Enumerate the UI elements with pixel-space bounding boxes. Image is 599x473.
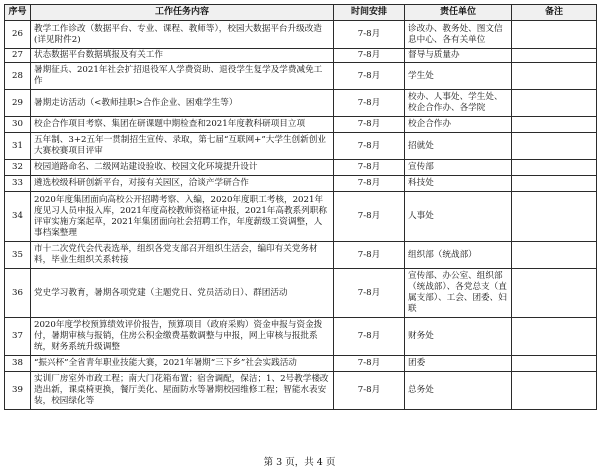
page-number: 第 3 页，共 4 页 — [263, 457, 336, 468]
table-row — [5, 242, 597, 269]
time-schedule: 7-8月 — [334, 133, 405, 160]
table-row — [5, 176, 597, 192]
time-schedule: 7-8月 — [334, 176, 405, 192]
responsible-unit: 团委 — [405, 356, 512, 372]
row-number: 33 — [5, 176, 31, 192]
row-number: 30 — [5, 117, 31, 133]
task-content: 状态数据平台数据填报及有关工作 — [31, 49, 334, 63]
task-content: 教学工作诊改（数据平台、专业、课程、教师等），校园大数据平台升级改造(详见附件2) — [31, 21, 334, 49]
time-schedule: 7-8月 — [334, 356, 405, 372]
header-unit: 责任单位 — [405, 5, 512, 21]
table-row — [5, 133, 597, 160]
time-schedule: 7-8月 — [334, 21, 405, 49]
responsible-unit: 组织部（统战部） — [405, 242, 512, 269]
responsible-unit: 校办、人事处、学生处、校企合作办、各学院 — [405, 90, 512, 117]
table-row — [5, 318, 597, 356]
table-row — [5, 63, 597, 90]
responsible-unit: 诊改办、教务处、图文信息中心、各有关单位 — [405, 21, 512, 49]
row-number: 32 — [5, 160, 31, 176]
remark — [512, 160, 597, 176]
task-content: 校园道路命名、二级网站建设验收、校园文化环境提升设计 — [31, 160, 334, 176]
remark — [512, 356, 597, 372]
remark — [512, 133, 597, 160]
task-content: 2020年度集团面向高校公开招聘考察、入编，2020年度职工考核，2021年度见习人员申报入库，2021年度高校教师资格证申报，2021年高教系列职称评审实施方案起草，2021年集团面向社会招聘工作，年度薪级工资调整，人事档案整理 — [31, 192, 334, 242]
remark — [512, 318, 597, 356]
table-row — [5, 192, 597, 242]
row-number: 29 — [5, 90, 31, 117]
table-row — [5, 160, 597, 176]
remark — [512, 242, 597, 269]
task-content: 实训厂房室外市政工程；南大门花箱布置；宿舍调配，保洁；1、2号教学楼改造出新，课桌椅更换，餐厅美化、屋面防水等暑期校园维修工程；智能水表安装，校园绿化等 — [31, 372, 334, 410]
task-content: 五年制、3+2五年一贯制招生宣传、录取，第七届“互联网+”大学生创新创业大赛校赛项目评审 — [31, 133, 334, 160]
responsible-unit: 财务处 — [405, 318, 512, 356]
remark — [512, 117, 597, 133]
task-content: 暑期走访活动（<教师挂职>合作企业、困难学生等） — [31, 90, 334, 117]
responsible-unit: 校企合作办 — [405, 117, 512, 133]
row-number: 34 — [5, 192, 31, 242]
table-row — [5, 21, 597, 49]
task-table — [4, 4, 597, 410]
time-schedule: 7-8月 — [334, 160, 405, 176]
row-number: 35 — [5, 242, 31, 269]
task-content: 党史学习教育，暑期各项党建（主题党日、党员活动日）、群团活动 — [31, 269, 334, 318]
time-schedule: 7-8月 — [334, 372, 405, 410]
task-content: 校企合作项目考察、集团在研课题中期检查和2021年度教科研项目立项 — [31, 117, 334, 133]
task-content: “振兴杯”全省青年职业技能大赛，2021年暑期“三下乡”社会实践活动 — [31, 356, 334, 372]
time-schedule: 7-8月 — [334, 192, 405, 242]
responsible-unit: 宣传部 — [405, 160, 512, 176]
responsible-unit: 督导与质量办 — [405, 49, 512, 63]
row-number: 27 — [5, 49, 31, 63]
table-row — [5, 90, 597, 117]
responsible-unit: 招就处 — [405, 133, 512, 160]
time-schedule: 7-8月 — [334, 242, 405, 269]
table-row — [5, 356, 597, 372]
table-row — [5, 269, 597, 318]
row-number: 31 — [5, 133, 31, 160]
time-schedule: 7-8月 — [334, 63, 405, 90]
header-task: 工作任务内容 — [31, 5, 334, 21]
task-content: 2020年度学校预算绩效评价报告，预算项目（政府采购）资金申报与资金拨付，暑期审核与报销，住房公积金缴费基数调整与申报，网上审核与报批系统，财务系统升级调整 — [31, 318, 334, 356]
remark — [512, 269, 597, 318]
table-row — [5, 117, 597, 133]
time-schedule: 7-8月 — [334, 49, 405, 63]
remark — [512, 49, 597, 63]
time-schedule: 7-8月 — [334, 318, 405, 356]
time-schedule: 7-8月 — [334, 269, 405, 318]
row-number: 36 — [5, 269, 31, 318]
row-number: 39 — [5, 372, 31, 410]
header-no: 序号 — [5, 5, 31, 21]
remark — [512, 21, 597, 49]
header-note: 备注 — [512, 5, 597, 21]
remark — [512, 90, 597, 117]
responsible-unit: 科技处 — [405, 176, 512, 192]
remark — [512, 192, 597, 242]
table-row — [5, 49, 597, 63]
task-content: 暑期征兵、2021年社会扩招退役军人学费资助、退役学生复学及学费减免工作 — [31, 63, 334, 90]
row-number: 37 — [5, 318, 31, 356]
header-time: 时间安排 — [334, 5, 405, 21]
time-schedule: 7-8月 — [334, 90, 405, 117]
remark — [512, 176, 597, 192]
responsible-unit: 总务处 — [405, 372, 512, 410]
row-number: 26 — [5, 21, 31, 49]
header-row — [5, 5, 597, 21]
remark — [512, 63, 597, 90]
remark — [512, 372, 597, 410]
row-number: 38 — [5, 356, 31, 372]
row-number: 28 — [5, 63, 31, 90]
task-content: 市十二次党代会代表选举，组织各党支部召开组织生活会，编印有关党务材料，毕业生组织关系转接 — [31, 242, 334, 269]
task-content: 遴选校级科研创新平台，对接有关园区，洽谈产学研合作 — [31, 176, 334, 192]
table-row — [5, 372, 597, 410]
responsible-unit: 学生处 — [405, 63, 512, 90]
time-schedule: 7-8月 — [334, 117, 405, 133]
responsible-unit: 宣传部、办公室、组织部（统战部）、各党总支（直属支部）、工会、团委、妇联 — [405, 269, 512, 318]
responsible-unit: 人事处 — [405, 192, 512, 242]
